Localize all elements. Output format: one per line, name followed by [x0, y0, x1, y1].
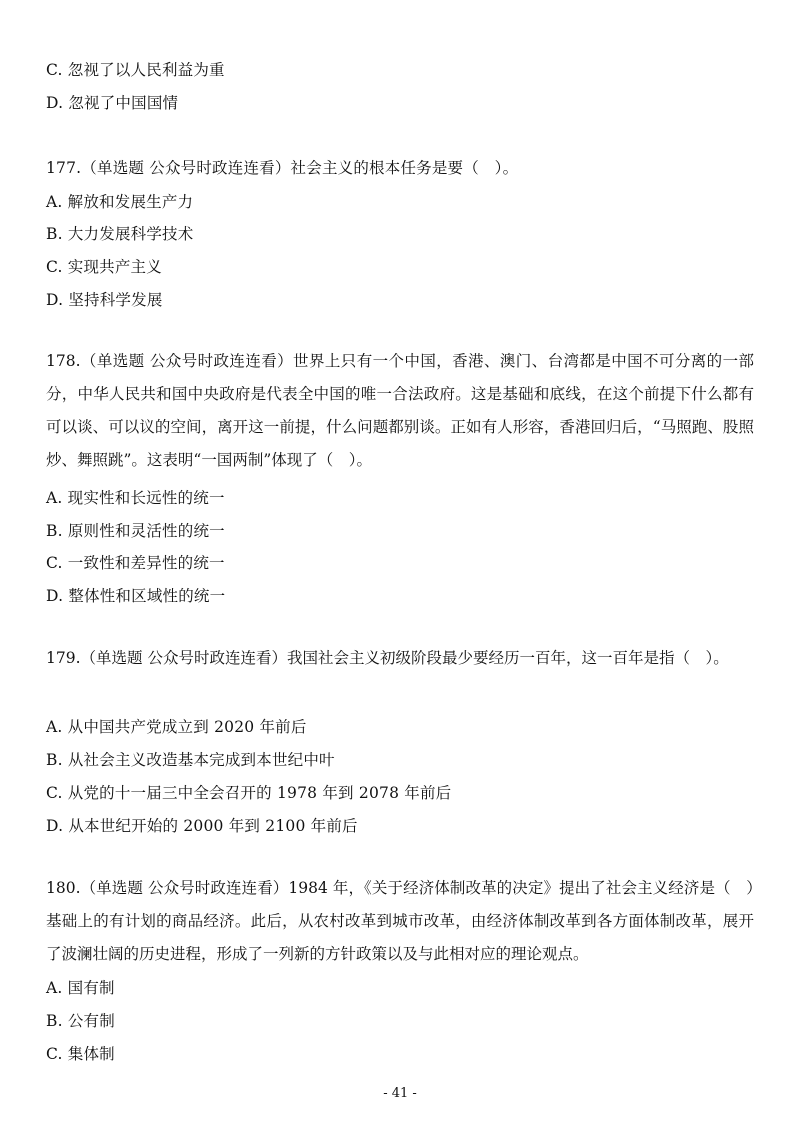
question-177-stem: 177.（单选题 公众号时政连连看）社会主义的根本任务是要（ ）。 [46, 159, 519, 177]
question-180-option-a: A. 国有制 [46, 979, 115, 997]
question-179-option-a: A. 从中国共产党成立到 2020 年前后 [46, 718, 307, 736]
option-c-prev: C. 忽视了以人民利益为重 [46, 61, 225, 79]
question-178-option-d: D. 整体性和区域性的统一 [46, 587, 226, 605]
page-number: - 41 - [383, 1086, 417, 1101]
question-180-option-c: C. 集体制 [46, 1045, 115, 1063]
question-178-option-a: A. 现实性和长远性的统一 [46, 489, 225, 507]
question-179-option-d: D. 从本世纪开始的 2000 年到 2100 年前后 [46, 817, 358, 835]
question-179-option-c: C. 从党的十一届三中全会召开的 1978 年到 2078 年前后 [46, 784, 452, 802]
option-d-prev: D. 忽视了中国国情 [46, 94, 179, 112]
question-177-option-a: A. 解放和发展生产力 [46, 193, 194, 211]
question-178-option-b: B. 原则性和灵活性的统一 [46, 522, 225, 540]
question-178-stem: 178.（单选题 公众号时政连连看）世界上只有一个中国，香港、澳门、台湾都是中国不可分离的一部分，中华人民共和国中央政府是代表全中国的唯一合法政府。这是基础和底线，在这个前提下什么都有可以谈、可以议的空间，离开这一前提，什么问题都别谈。正如有人形容，香港回归后，“马照跑、股照炒、舞照跳”。这表明“一国两制”体现了（ ）。 [46, 352, 754, 469]
question-177-option-b: B. 大力发展科学技术 [46, 225, 194, 243]
question-177-option-c: C. 实现共产主义 [46, 258, 162, 276]
question-180-option-b: B. 公有制 [46, 1012, 115, 1030]
question-179-option-b: B. 从社会主义改造基本完成到本世纪中叶 [46, 751, 335, 769]
question-179-stem: 179.（单选题 公众号时政连连看）我国社会主义初级阶段最少要经历一百年，这一百年是指（ ）。 [46, 649, 729, 667]
question-177-option-d: D. 坚持科学发展 [46, 291, 163, 309]
question-180-stem: 180.（单选题 公众号时政连连看）1984 年，《关于经济体制改革的决定》提出了社会主义经济是（ ）基础上的有计划的商品经济。此后，从农村改革到城市改革，由经济体制改革到各方面体制改革，展开了波澜壮阔的历史进程，形成了一列新的方针政策以及与此相对应的理论观点。 [46, 879, 754, 963]
question-178-option-c: C. 一致性和差异性的统一 [46, 554, 225, 572]
